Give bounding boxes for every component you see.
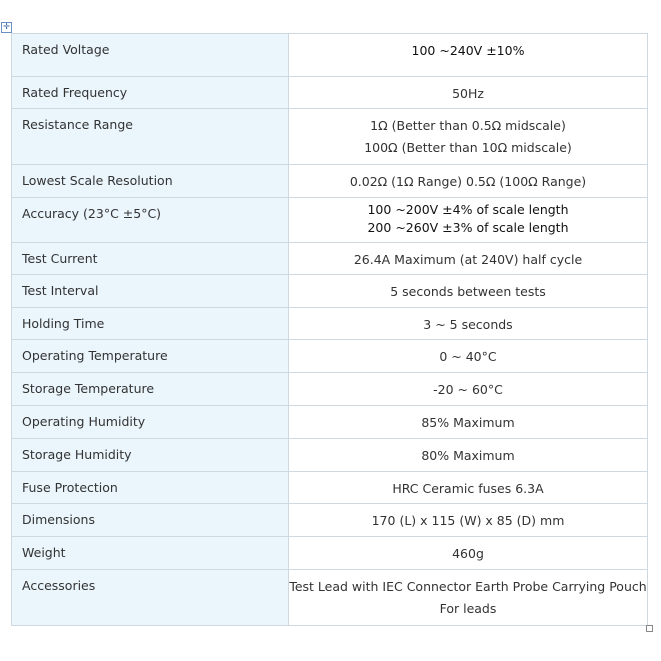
spec-table	[11, 33, 648, 626]
row-label: Resistance Range	[22, 117, 133, 132]
row-label: Operating Temperature	[22, 348, 168, 363]
row-value: 100 ~240V ±10%	[411, 43, 525, 58]
row-value: 85% Maximum	[421, 415, 515, 430]
row-label-cell[interactable]	[12, 373, 289, 406]
row-value: 200 ~260V ±3% of scale length	[367, 220, 569, 235]
table-row	[12, 308, 648, 340]
row-label: Operating Humidity	[22, 414, 146, 429]
row-label-cell[interactable]	[12, 537, 289, 570]
row-value: 0 ~ 40°C	[439, 349, 497, 364]
table-move-icon[interactable]: ✛	[1, 22, 12, 33]
table-row	[12, 373, 648, 406]
row-label: Weight	[22, 545, 66, 560]
row-value-cell[interactable]	[289, 439, 648, 472]
row-value-cell[interactable]	[289, 109, 648, 165]
row-label-cell[interactable]	[12, 570, 289, 626]
table-resize-handle-icon[interactable]	[646, 625, 653, 632]
table-row	[12, 439, 648, 472]
row-value-cell[interactable]	[289, 165, 648, 198]
row-label: Accuracy (23°C ±5°C)	[22, 206, 162, 221]
row-value: 100Ω (Better than 10Ω midscale)	[364, 140, 572, 155]
row-label-cell[interactable]	[12, 472, 289, 504]
row-label-cell[interactable]	[12, 109, 289, 165]
row-label: Storage Temperature	[22, 381, 155, 396]
table-row	[12, 243, 648, 275]
row-value: For leads	[439, 601, 497, 616]
table-row	[12, 77, 648, 109]
row-value-cell[interactable]	[289, 198, 648, 243]
row-label: Test Current	[22, 251, 98, 266]
row-label: Test Interval	[22, 283, 99, 298]
row-value-cell[interactable]	[289, 77, 648, 109]
row-value-cell[interactable]	[289, 570, 648, 626]
row-value: 5 seconds between tests	[390, 284, 546, 299]
table-row	[12, 34, 648, 77]
row-value-cell[interactable]	[289, 504, 648, 537]
row-value: 26.4A Maximum (at 240V) half cycle	[353, 252, 583, 267]
table-row	[12, 406, 648, 439]
row-value-cell[interactable]	[289, 472, 648, 504]
row-value: 460g	[452, 546, 484, 561]
row-label: Storage Humidity	[22, 447, 132, 462]
row-label: Accessories	[22, 578, 96, 593]
row-value-cell[interactable]	[289, 275, 648, 308]
row-label-cell[interactable]	[12, 77, 289, 109]
row-value: 170 (L) x 115 (W) x 85 (D) mm	[371, 513, 565, 528]
row-value-cell[interactable]	[289, 243, 648, 275]
row-value-cell[interactable]	[289, 340, 648, 373]
row-label-cell[interactable]	[12, 275, 289, 308]
table-row	[12, 472, 648, 504]
row-value: -20 ~ 60°C	[433, 382, 503, 397]
table-row	[12, 340, 648, 373]
row-value: 100 ~200V ±4% of scale length	[367, 202, 569, 217]
row-value-cell[interactable]	[289, 373, 648, 406]
table-row	[12, 537, 648, 570]
row-label-cell[interactable]	[12, 198, 289, 243]
table-row	[12, 198, 648, 243]
row-label-cell[interactable]	[12, 340, 289, 373]
row-value-cell[interactable]	[289, 308, 648, 340]
row-value-cell[interactable]	[289, 537, 648, 570]
row-value-cell[interactable]	[289, 406, 648, 439]
row-label-cell[interactable]	[12, 243, 289, 275]
row-label-cell[interactable]	[12, 165, 289, 198]
row-value: 0.02Ω (1Ω Range) 0.5Ω (100Ω Range)	[349, 174, 587, 189]
table-row	[12, 275, 648, 308]
table-row	[12, 504, 648, 537]
row-label: Lowest Scale Resolution	[22, 173, 173, 188]
row-value: 50Hz	[452, 86, 484, 101]
table-row	[12, 570, 648, 626]
row-label-cell[interactable]	[12, 308, 289, 340]
row-value: Test Lead with IEC Connector Earth Probe Carrying Pouch	[289, 579, 647, 594]
table-row	[12, 165, 648, 198]
row-label: Holding Time	[22, 316, 105, 331]
row-value-cell[interactable]	[289, 34, 648, 77]
row-value: 80% Maximum	[421, 448, 515, 463]
row-value: HRC Ceramic fuses 6.3A	[392, 481, 544, 496]
row-label-cell[interactable]	[12, 34, 289, 77]
table-row	[12, 109, 648, 165]
row-label: Rated Voltage	[22, 42, 110, 57]
row-label: Fuse Protection	[22, 480, 118, 495]
row-label-cell[interactable]	[12, 439, 289, 472]
row-label-cell[interactable]	[12, 406, 289, 439]
row-label: Rated Frequency	[22, 85, 128, 100]
row-label-cell[interactable]	[12, 504, 289, 537]
row-label: Dimensions	[22, 512, 95, 527]
row-value: 1Ω (Better than 0.5Ω midscale)	[370, 118, 566, 133]
row-value: 3 ~ 5 seconds	[423, 317, 513, 332]
